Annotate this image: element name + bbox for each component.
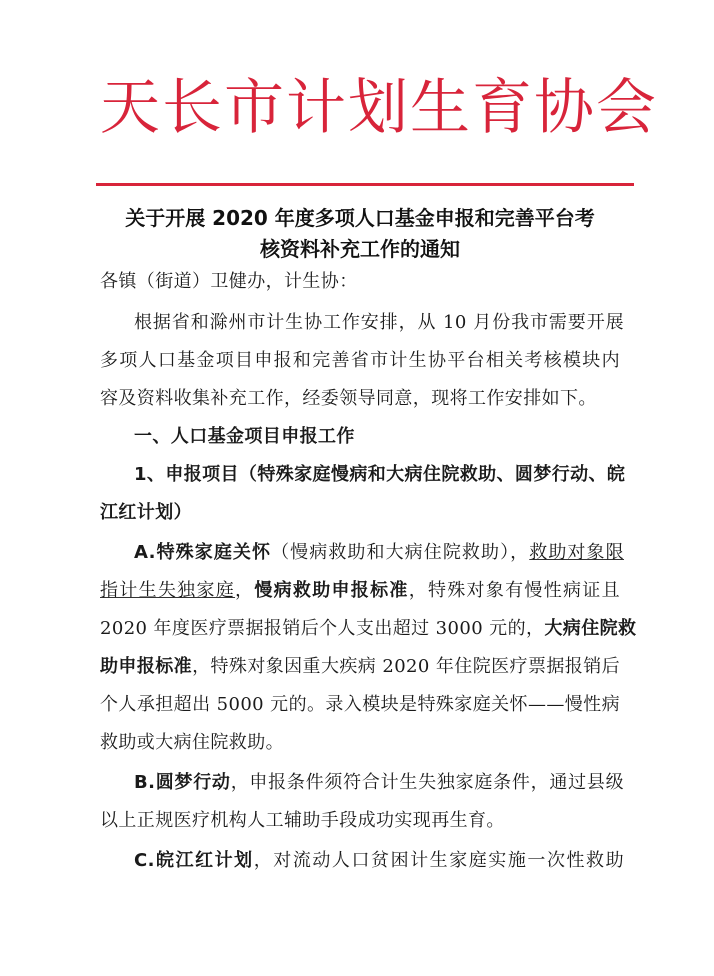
item-1-line-2: 江红计划） (100, 502, 192, 523)
para-b-label: B.圆梦行动 (134, 772, 231, 793)
para-a-line-6: 救助或大病住院救助。 (100, 732, 284, 753)
intro-line-3: 容及资料收集补充工作，经委领导同意，现将工作安排如下。 (100, 388, 597, 409)
item-1-line-1: 1、申报项目（特殊家庭慢病和大病住院救助、圆梦行动、皖 (134, 464, 626, 485)
para-a-line-4 (100, 650, 620, 684)
para-a-bold-2: 大病住院救 (544, 618, 637, 639)
para-a-text-3: 2020 年度医疗票据报销后个人支出超过 3000 元的， (100, 618, 545, 639)
notice-title-line-2: 核资料补充工作的通知 (260, 237, 460, 261)
intro-line-1: 根据省和滁州市计生协工作安排，从 10 月份我市需要开展 (134, 312, 624, 333)
para-b-text-1: ，申报条件须符合计生失独家庭条件，通过县级 (230, 772, 624, 793)
para-c-label: C.皖江红计划 (134, 850, 254, 871)
para-a-underline-1: 救助对象限 (529, 542, 624, 563)
para-c-line-1 (134, 844, 624, 878)
para-a-separator: ， (235, 580, 255, 601)
para-a-text-4: ，特殊对象因重大疾病 2020 年住院医疗票据报销后 (192, 656, 621, 677)
para-b-line-2: 以上正规医疗机构人工辅助手段成功实现再生育。 (100, 810, 505, 831)
para-a-label: A.特殊家庭关怀 (134, 542, 272, 563)
para-a-bold-3: 助申报标准 (100, 656, 193, 677)
para-a-line-5: 个人承担超出 5000 元的。录入模块是特殊家庭关怀——慢性病 (100, 694, 620, 715)
salutation: 各镇（街道）卫健办，计生协： (100, 271, 358, 292)
para-a-line-2 (100, 574, 620, 608)
intro-line-2: 多项人口基金项目申报和完善省市计生协平台相关考核模块内 (100, 350, 620, 371)
para-a-underline-2: 指计生失独家庭 (100, 580, 236, 601)
para-a-text: （慢病救助和大病住院救助）， (271, 542, 530, 563)
para-a-text-2: ，特殊对象有慢性病证且 (408, 580, 620, 601)
letterhead-org-name: 天长市计划生育协会 (100, 73, 658, 143)
para-a-line-1 (134, 536, 624, 570)
section-1-heading: 一、人口基金项目申报工作 (134, 426, 355, 447)
notice-title-line-1: 关于开展 2020 年度多项人口基金申报和完善平台考 (125, 206, 595, 230)
letterhead-red-rule (96, 183, 634, 186)
para-c-text-1: ，对流动人口贫困计生家庭实施一次性救助 (253, 850, 624, 871)
para-b-line-1 (134, 766, 624, 800)
para-a-bold-1: 慢病救助申报标准 (254, 580, 409, 601)
para-a-line-3 (100, 612, 637, 646)
